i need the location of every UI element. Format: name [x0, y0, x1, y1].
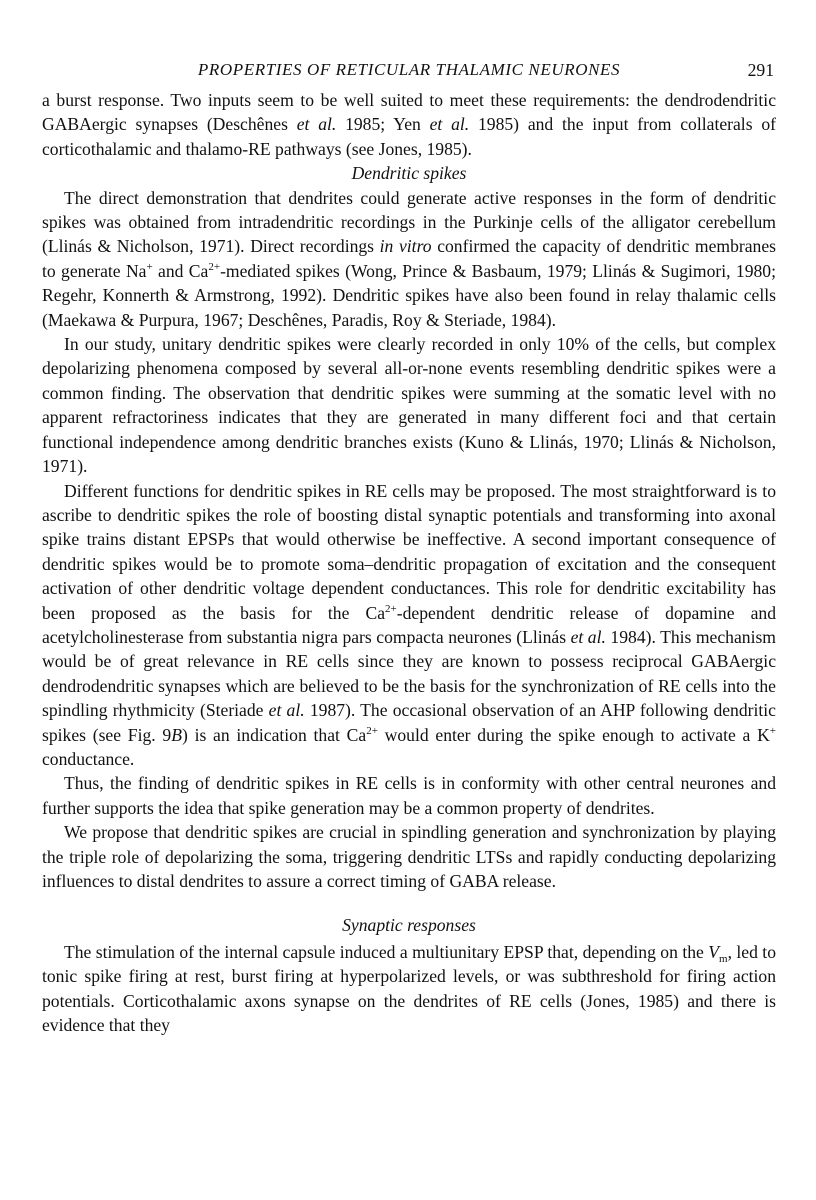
- page: [42, 58, 776, 1037]
- paragraph: Different functions for dendritic spikes in RE cells may be proposed. The most straightforward is to ascribe to dendritic spikes the role of boosting distal synaptic potentials and transforming into axonal spike trains distant EPSPs that would otherwise be ineffective. A second important consequence of dendritic spikes would be to promote soma–dendritic propagation of excitation and the consequent activation of other dendritic voltage dependent conductances. This role for dendritic excitability has been proposed as the basis for the $Ca^{2+}$-dependent dendritic release of dopamine and acetylcholinesterase from substantia nigra pars compacta neurones (Llinás et al. 1984). This mechanism would be of great relevance in RE cells since they are known to possess reciprocal GABAergic dendrodendritic synapses which are believed to be the basis for the synchronization of RE cells into the spindling rhythmicity (Steriade et al. 1987). The occasional observation of an AHP following dendritic spikes (see Fig. 9B) is an indication that $Ca^{2+}$ would enter during the spike enough to activate a K+ conductance.: [42, 480, 777, 769]
- section-heading: Synaptic responses: [342, 915, 476, 936]
- paragraph: The direct demonstration that dendrites could generate active responses in the form of dendritic spikes was obtained from intradendritic recordings in the Purkinje cells of the alligator cerebellum (Llinás & Nicholson, 1971). Direct recordings in vitro confirmed the capacity of dendritic membranes to generate Na+ and $Ca^{2+}$-mediated spikes (Wong, Prince & Basbaum, 1979; Llinás & Sugimori, 1980; Regehr, Konnerth & Armstrong, 1992). Dendritic spikes have also been found in relay thalamic cells (Maekawa & Purpura, 1967; Deschênes, Paradis, Roy & Steriade, 1984).: [42, 187, 776, 330]
- page-number: 291: [747, 60, 774, 80]
- paragraph: In our study, unitary dendritic spikes were clearly recorded in only 10% of the cells, but complex depolarizing phenomena composed by several all-or-none events resembling dendritic spikes were a common finding. The observation that dendritic spikes were summing at the somatic level with no apparent refractoriness indicates that they are generated in many different foci and that certain functional independence among dendritic branches exists (Kuno & Llinás, 1970; Llinás & Nicholson, 1971).: [42, 334, 776, 477]
- paragraph: a burst response. Two inputs seem to be well suited to meet these requirements: the dendrodendritic GABAergic synapses (Deschênes et al. 1985; Yen et al. 1985) and the input from collaterals of corticothalamic and thalamo-RE pathways (see Jones, 1985).: [42, 90, 776, 159]
- running-title: PROPERTIES OF RETICULAR THALAMIC NEURONES: [197, 60, 621, 79]
- paragraph: Thus, the finding of dendritic spikes in RE cells is in conformity with other central neurones and further supports the idea that spike generation may be a common property of dendrites.: [42, 773, 776, 818]
- section-heading: Dendritic spikes: [351, 163, 467, 184]
- running-header: [42, 58, 776, 88]
- paragraph: We propose that dendritic spikes are crucial in spindling generation and synchronization by playing the triple role of depolarizing the soma, triggering dendritic LTSs and rapidly conducting depolarizing influences to distal dendrites to assure a correct timing of GABA release.: [42, 822, 776, 891]
- paragraph: The stimulation of the internal capsule induced a multiunitary EPSP that, depending on the $V_m$, led to tonic spike firing at rest, burst firing at hyperpolarized levels, or was subthreshold for firing action potentials. Corticothalamic axons synapse on the dendrites of RE cells (Jones, 1985) and there is evidence that they: [42, 941, 776, 1036]
